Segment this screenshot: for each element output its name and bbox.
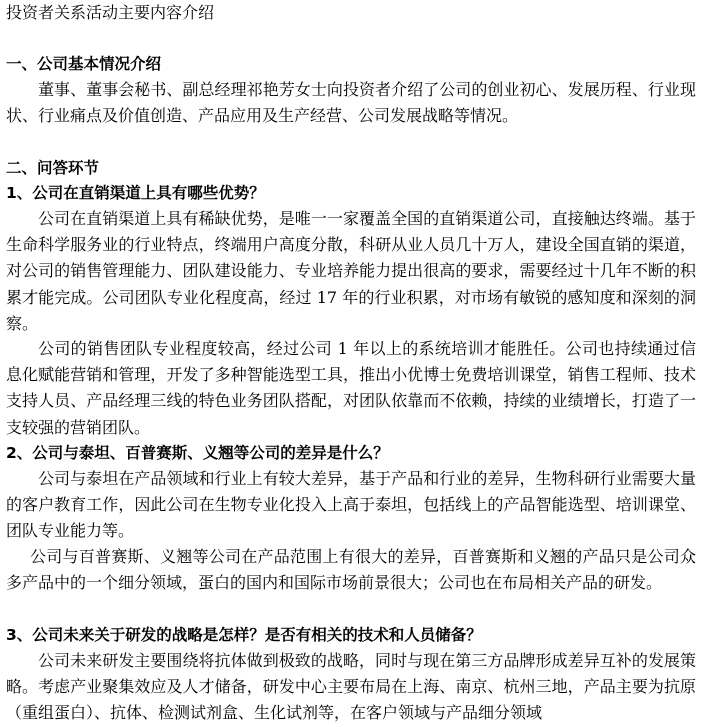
answer-1-paragraph-1: 公司在直销渠道上具有稀缺优势，是唯一一家覆盖全国的直销渠道公司，直接触达终端。基于生命科学服务业的行业特点，终端用户高度分散，科研从业人员几十万人，建设全国直销的渠道，对公司的销售管理能力、团队建设能力、专业培养能力提出很高的要求，需要经过十几年不断的积累才能完成。公司团队专业化程度高，经过 17 年的行业积累，对市场有敏锐的感知度和深刻的洞察。 bbox=[6, 209, 696, 333]
answer-2-paragraph-2: 公司与百普赛斯、义翘等公司在产品范围上有很大的差异，百普赛斯和义翘的产品只是公司众多产品中的一个细分领域，蛋白的国内和国际市场前景很大；公司也在布局相关产品的研发。 bbox=[6, 547, 696, 593]
section-heading-qa: 二、问答环节 bbox=[6, 159, 100, 177]
paragraph-company-overview: 董事、董事会秘书、副总经理祁艳芳女士向投资者介绍了公司的创业初心、发展历程、行业现状、行业痛点及价值创造、产品应用及生产经营、公司发展战略等情况。 bbox=[6, 80, 696, 126]
question-2-heading: 2、公司与泰坦、百普赛斯、义翘等公司的差异是什么？ bbox=[6, 444, 389, 462]
question-3-heading: 3、公司未来关于研发的战略是怎样？是否有相关的技术和人员储备？ bbox=[6, 626, 482, 644]
section-heading-company-overview: 一、公司基本情况介绍 bbox=[6, 55, 162, 73]
answer-3-paragraph-1: 公司未来研发主要围绕将抗体做到极致的战略，同时与现在第三方品牌形成差异互补的发展策略。考虑产业聚集效应及人才储备，研发中心主要布局在上海、南京、杭州三地，产品主要为抗原（重组蛋白）、抗体、检测试剂盒、生化试剂等，在客户领域与产品细分领域 bbox=[6, 651, 696, 723]
answer-2-paragraph-1: 公司与泰坦在产品领域和行业上有较大差异，基于产品和行业的差异，生物科研行业需要大量的客户教育工作，因此公司在生物专业化投入上高于泰坦，包括线上的产品智能选型、培训课堂、团队专业能力等。 bbox=[6, 469, 696, 541]
question-1-heading: 1、公司在直销渠道上具有哪些优势？ bbox=[6, 184, 265, 202]
document-title: 投资者关系活动主要内容介绍 bbox=[6, 3, 215, 22]
answer-1-paragraph-2: 公司的销售团队专业程度较高，经过公司 1 年以上的系统培训才能胜任。公司也持续通过信息化赋能营销和管理，开发了多种智能选型工具，推出小优博士免费培训课堂，销售工程师、技术支持人员、产品经理三线的特色业务团队搭配，对团队依靠而不依赖，持续的业绩增长，打造了一支较强的营销团队。 bbox=[6, 339, 696, 437]
